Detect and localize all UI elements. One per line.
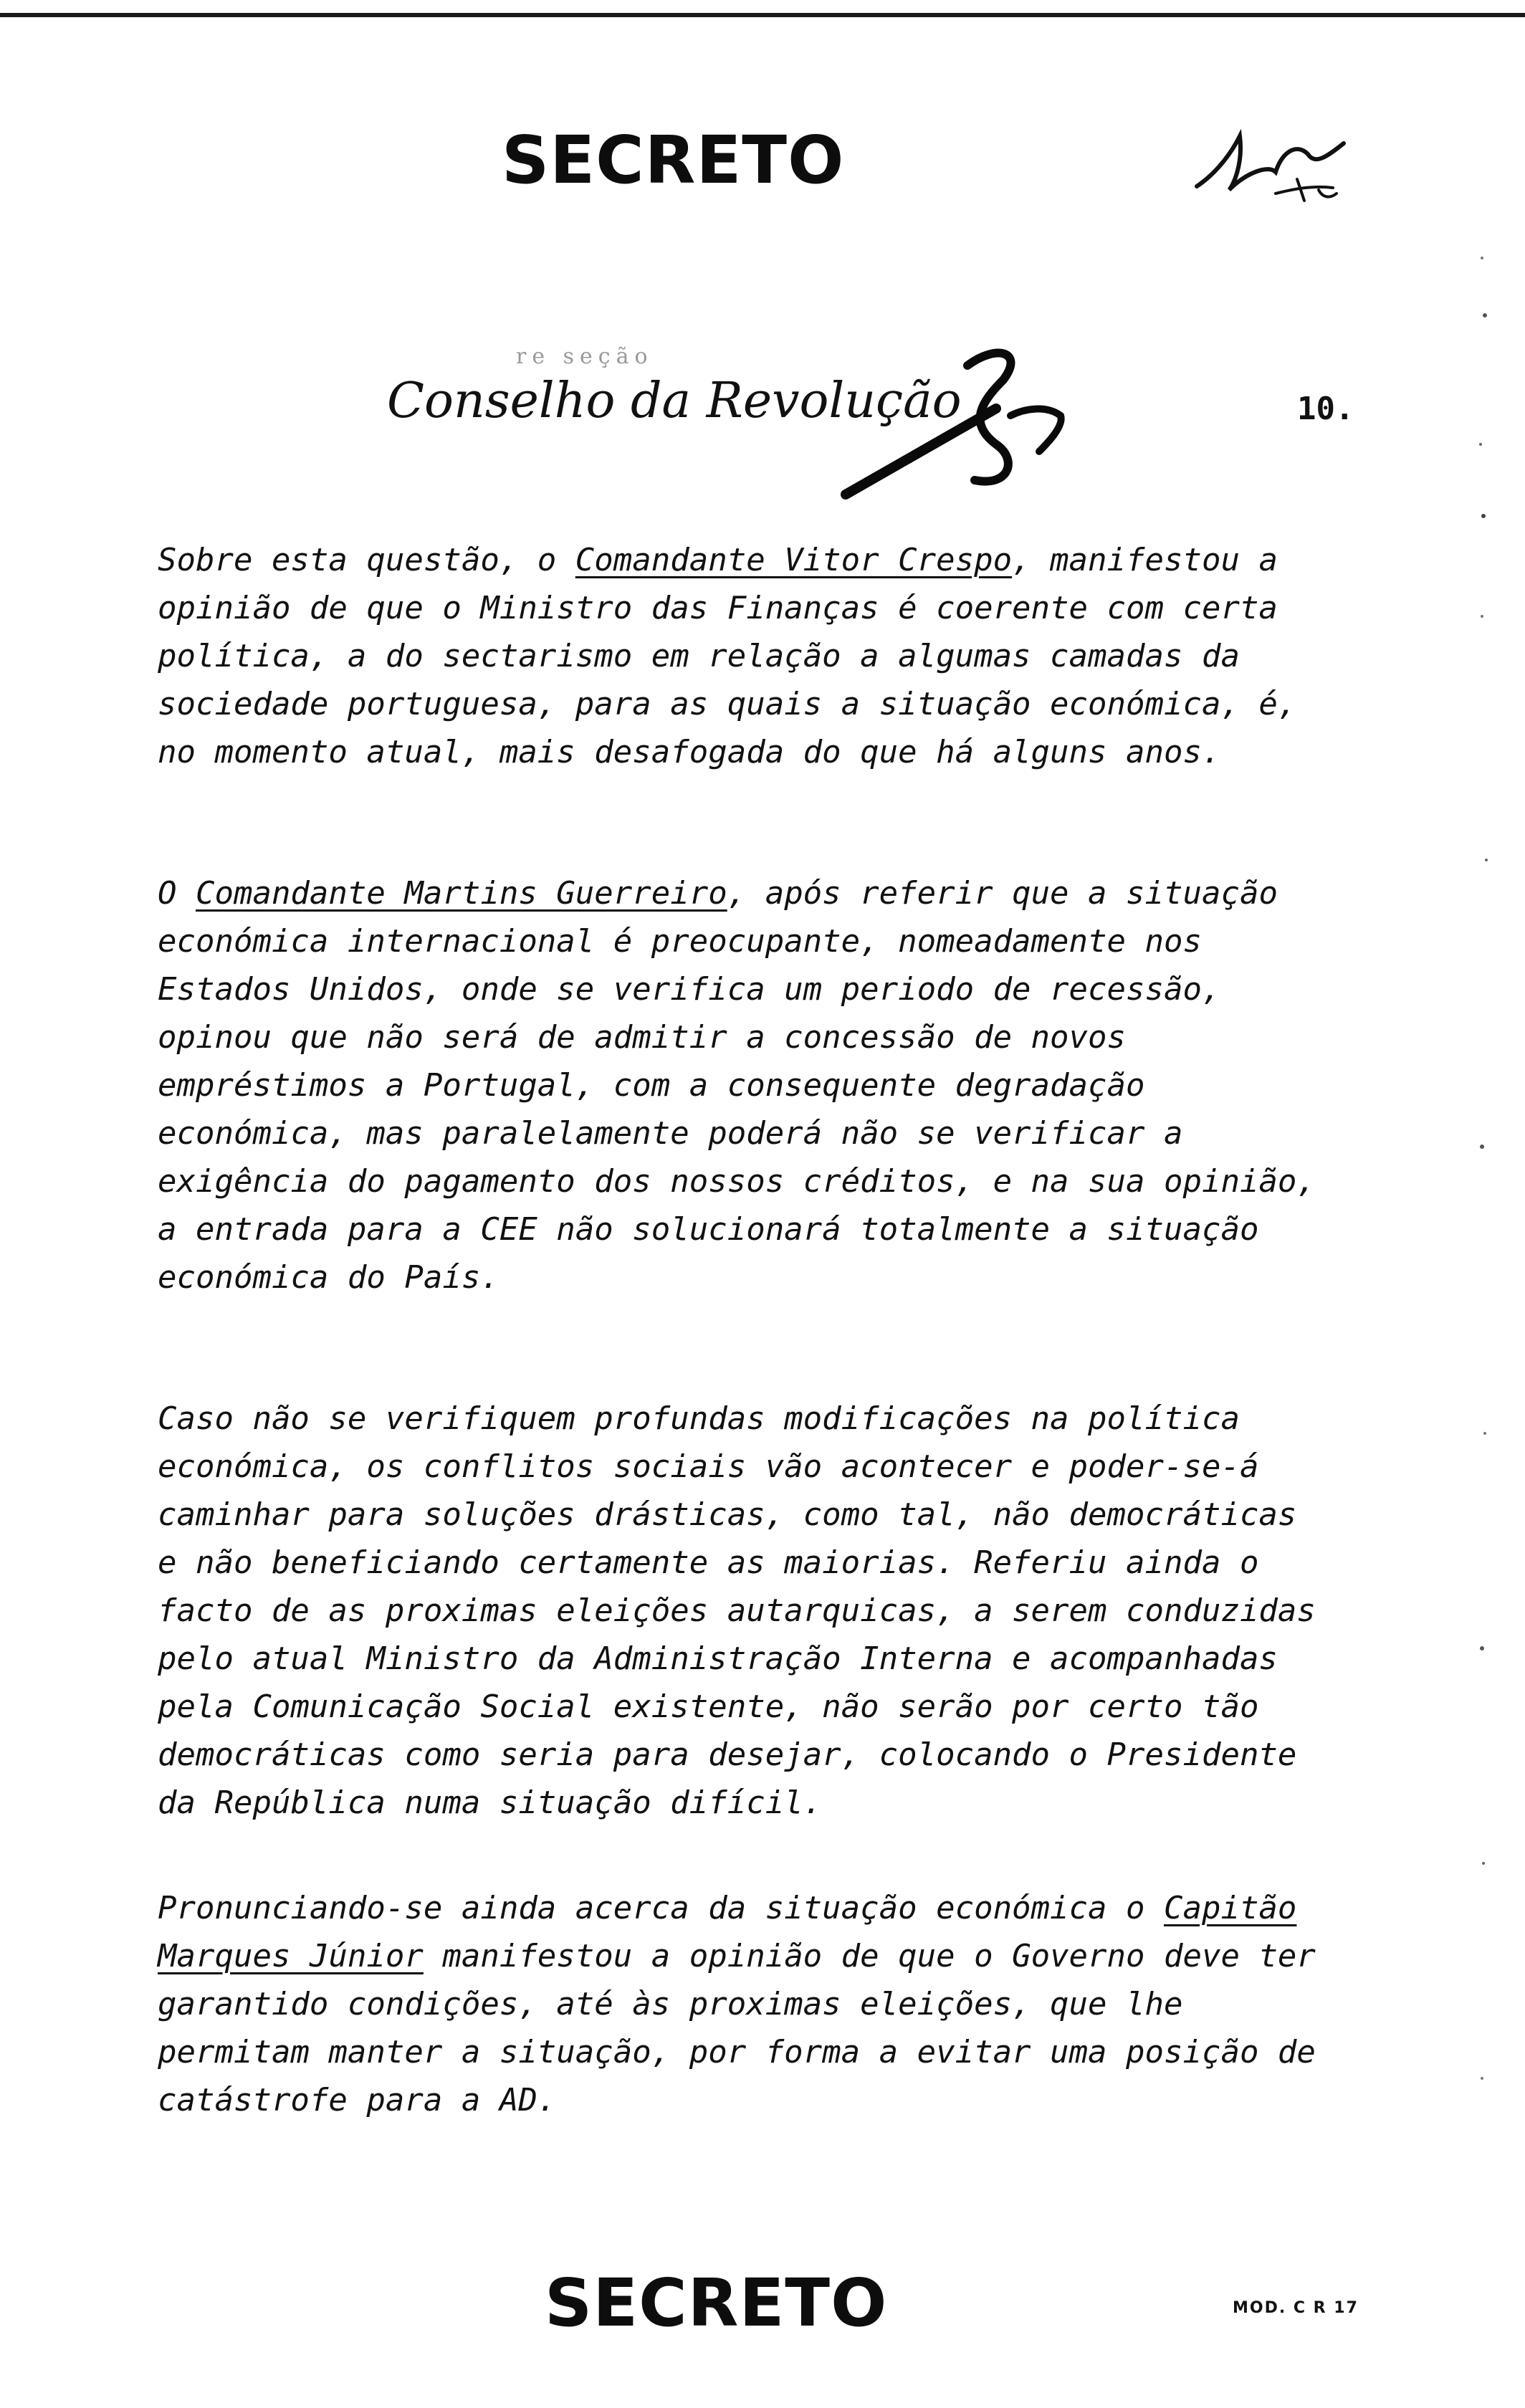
classification-stamp-top: SECRETO <box>502 122 845 199</box>
speaker-name-martins-guerreiro: Comandante Martins Guerreiro <box>195 875 727 912</box>
faint-section-label: re seção <box>516 344 654 369</box>
letterhead-title: Conselho da Revolução <box>387 373 962 429</box>
minutes-body <box>158 536 1333 2124</box>
paragraph-4-text: manifestou a opinião de que o Governo deve ter garantido condições, até às proximas eleições, que lhe permitam manter a situação, por forma a evitar uma posição de catástrofe para a AD. <box>158 1938 1316 2118</box>
page-number: 10. <box>1297 391 1354 427</box>
top-border-rule <box>0 13 1525 17</box>
paragraph-2-lead: O <box>158 875 196 912</box>
scan-noise-dots <box>1475 215 1496 2222</box>
paragraph-marques-junior <box>158 1884 1333 2124</box>
paragraph-2-text: , após referir que a situação económica internacional é preocupante, nomeadamente nos Estados Unidos, onde se verifica um periodo de recessão, opinou que não será de admitir a concessão de novos empréstimos a Portugal, com a consequente degradação económica, mas paralelamente poderá não se verificar a exigência do pagamento dos nossos créditos, e na sua opinião, a entrada para a CEE não solucionará totalmente a situação económica do País. <box>158 875 1316 1296</box>
signature-mark <box>1190 122 1354 208</box>
speaker-name-marques-junior: Capitão Marques Júnior <box>158 1890 1297 1974</box>
paragraph-1-text: , manifestou a opinião de que o Ministro das Finanças é coerente com certa política, a do sectarismo em relação a algumas camadas da sociedade portuguesa, para as quais a situação económica, é, no momento atual, mais desafogada do que há alguns anos. <box>158 542 1297 770</box>
paragraph-martins-guerreiro <box>158 869 1333 1301</box>
paragraph-political-outlook: Caso não se verifiquem profundas modificações na política económica, os conflitos sociais vão acontecer e poder-se-á caminhar para soluções drásticas, como tal, não democráticas e não beneficiando certamente as maiorias. Referiu ainda o facto de as proximas eleições autarquicas, a serem conduzidas pelo atual Ministro da Administração Interna e acompanhadas pela Comunicação Social existente, não serão por certo tão democráticas como seria para desejar, colocando o Presidente da República numa situação difícil. <box>158 1400 1316 1821</box>
speaker-name-vitor-crespo: Comandante Vitor Crespo <box>575 542 1013 578</box>
paragraph-1-lead: Sobre esta questão, o <box>158 542 575 578</box>
paragraph-vitor-crespo <box>158 536 1333 776</box>
form-code: MOD. C R 17 <box>1233 2299 1359 2317</box>
handwritten-initials-mark <box>831 337 1089 509</box>
paragraph-4-lead: Pronunciando-se ainda acerca da situação económica o <box>158 1890 1164 1926</box>
classification-stamp-bottom: SECRETO <box>545 2265 888 2341</box>
